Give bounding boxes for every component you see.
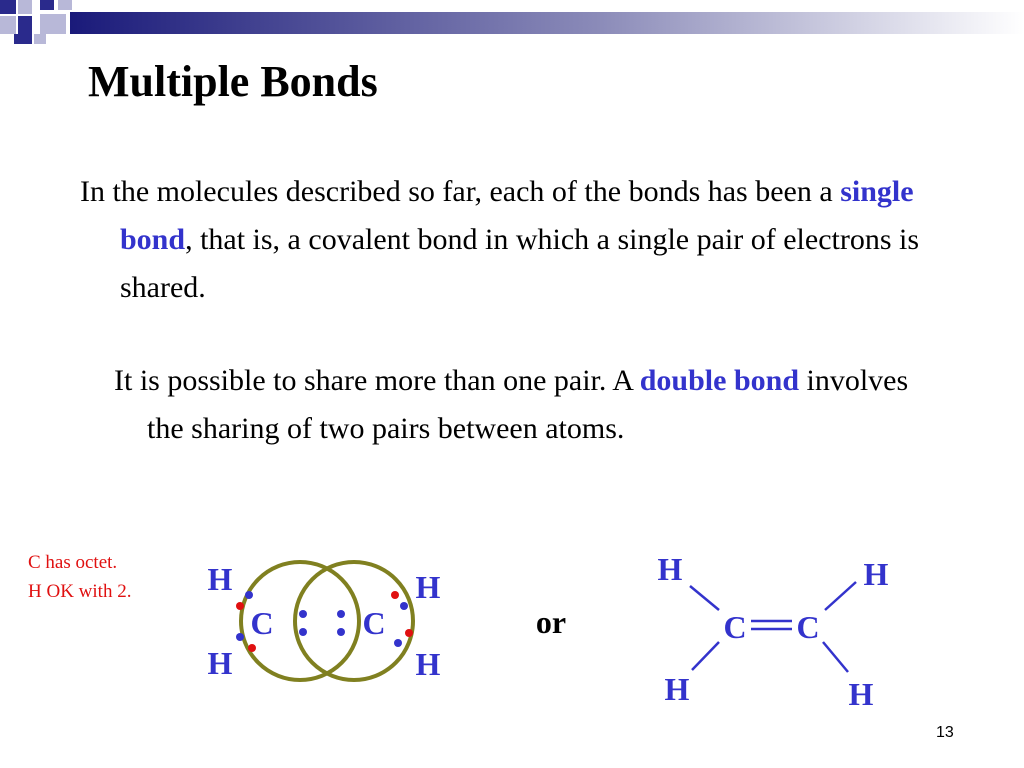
- lewis-hydrogen-bottom-right: H: [415, 646, 441, 682]
- structural-carbon-left: C: [723, 609, 747, 645]
- structural-hydrogen-top-left: H: [657, 551, 683, 587]
- right-atom-circle: [295, 562, 413, 680]
- note-line: H OK with 2.: [28, 581, 132, 602]
- structural-hydrogen-top-right: H: [863, 556, 889, 592]
- electron-dot: [405, 629, 413, 637]
- lewis-hydrogen-bottom-left: H: [207, 645, 233, 681]
- lewis-structure: [208, 561, 441, 682]
- electron-dot: [391, 591, 399, 599]
- single-bond-line: [692, 642, 719, 670]
- structural-formula: [658, 551, 889, 712]
- term-double-bond: double bond: [639, 364, 800, 397]
- slide-title: Multiple Bonds: [88, 57, 378, 106]
- paragraph-text: , that is, a covalent bond in which a single pair of electrons is shared.: [120, 223, 920, 304]
- single-bond-line: [690, 586, 719, 610]
- lewis-hydrogen-top-left: H: [207, 561, 233, 597]
- structural-hydrogen-bottom-left: H: [664, 671, 690, 707]
- shared-electron-dot: [299, 610, 307, 618]
- electron-dot: [248, 644, 256, 652]
- term-single-bond: single bond: [120, 175, 914, 256]
- paragraph-text: It is possible to share more than one pair. A: [114, 364, 640, 397]
- structural-carbon-right: C: [796, 609, 820, 645]
- electron-dot: [394, 639, 402, 647]
- shared-electron-dot: [337, 628, 345, 636]
- lewis-hydrogen-top-right: H: [415, 569, 441, 605]
- electron-dot: [245, 591, 253, 599]
- note-line: C has octet.: [28, 552, 118, 573]
- electron-dot: [400, 602, 408, 610]
- paragraph-text: In the molecules described so far, each of the bonds has been a: [80, 175, 841, 208]
- shared-electron-dot: [337, 610, 345, 618]
- lewis-carbon-left: C: [250, 605, 274, 641]
- electron-dot: [236, 633, 244, 641]
- or-label: or: [535, 604, 567, 640]
- shared-electron-dot: [299, 628, 307, 636]
- paragraph-text: involves the sharing of two pairs between atoms.: [147, 364, 909, 445]
- single-bond-line: [825, 582, 856, 610]
- structural-hydrogen-bottom-right: H: [848, 676, 874, 712]
- electron-dot: [236, 602, 244, 610]
- single-bond-line: [823, 642, 848, 672]
- page-number: 13: [936, 724, 954, 741]
- lewis-carbon-right: C: [362, 605, 386, 641]
